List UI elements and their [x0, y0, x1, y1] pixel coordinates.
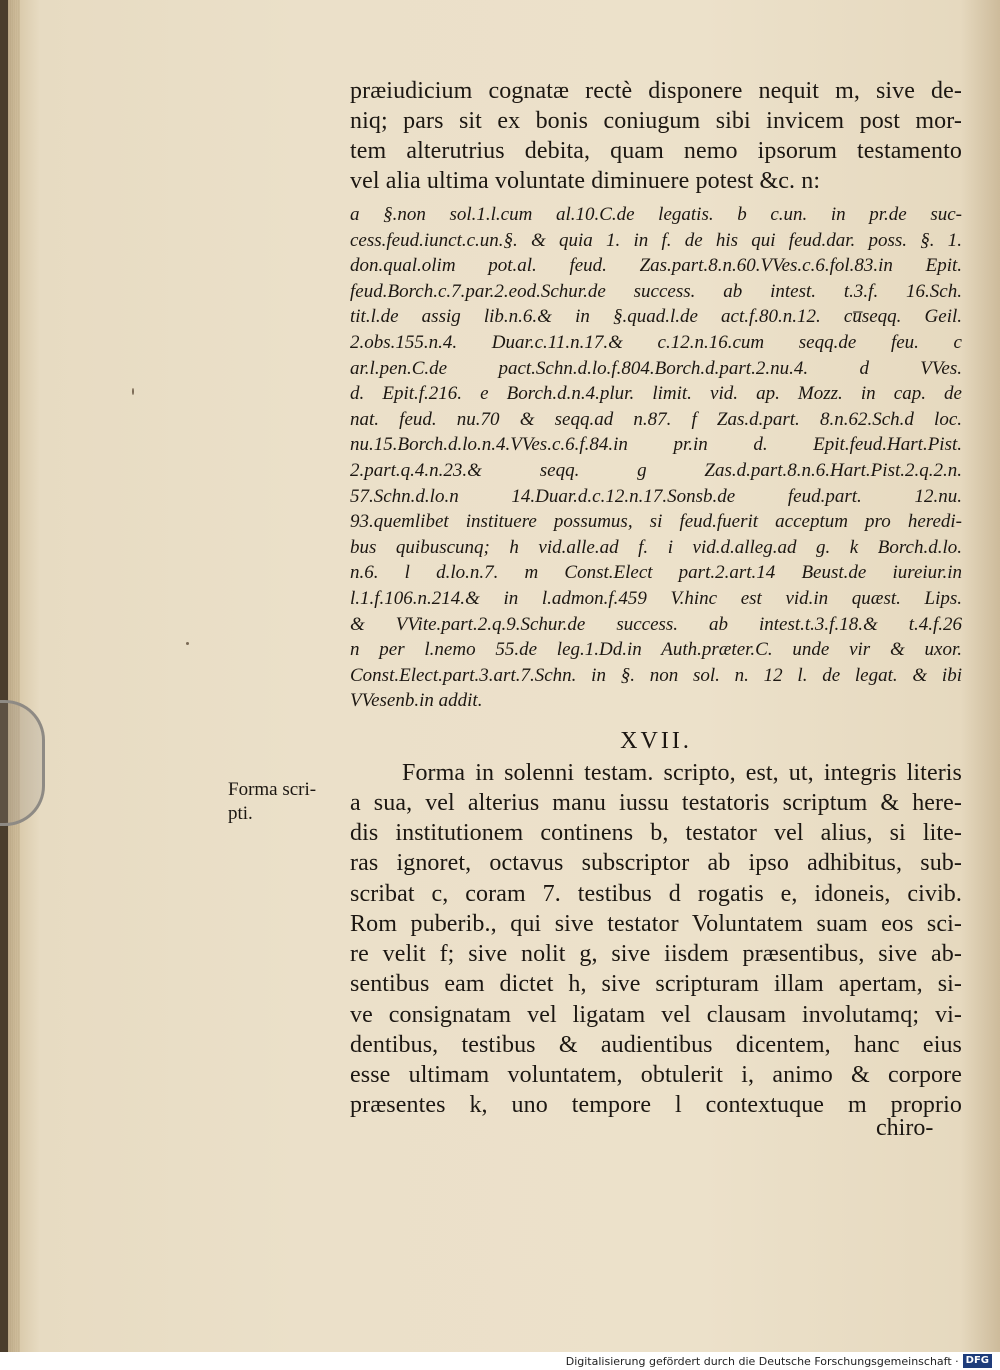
body-line: tem alterutrius debita, quam nemo ipsorum testamento — [350, 138, 962, 164]
marginal-note-line: pti. — [228, 803, 253, 824]
body-line: esse ultimam voluntatem, obtulerit i, animo & corpore — [350, 1061, 962, 1088]
footnote-line: n per l.nemo 55.de leg.1.Dd.in Auth.præter.C. unde vir & uxor. — [350, 639, 962, 661]
body-line: a sua, vel alterius manu iussu testatoris scriptum & here- — [350, 790, 962, 817]
footnote-line: feud.Borch.c.7.par.2.eod.Schur.de success. ab intest. t.3.f. 16.Sch. — [350, 280, 962, 302]
body-line: præiudicium cognatæ rectè disponere nequit m, sive de- — [350, 78, 962, 104]
digitization-footer — [0, 1352, 1000, 1370]
footnote-line: cess.feud.iunct.c.un.§. & quia 1. in f. de his qui feud.dar. poss. §. 1. — [350, 229, 962, 251]
body-line: Rom puberib., qui sive testator Voluntatem suam eos sci- — [350, 910, 962, 937]
body-line: niq; pars sit ex bonis coniugum sibi invicem post mor- — [350, 108, 962, 134]
body-line: re velit f; sive nolit g, sive iisdem præsentibus, sive ab- — [350, 941, 962, 968]
footnote-line: & VVite.part.2.q.9.Schur.de success. ab intest.t.3.f.18.& t.4.f.26 — [350, 613, 962, 635]
body-line: vel alia ultima voluntate diminuere potest &c. n: — [350, 168, 821, 194]
text-block — [350, 76, 962, 1120]
page-stack-edge — [8, 0, 20, 1352]
marginal-note — [228, 778, 338, 826]
body-line: ras ignoret, octavus subscriptor ab ipso adhibitus, sub- — [350, 850, 962, 877]
body-line: scribat c, coram 7. testibus d rogatis e, idoneis, civib. — [350, 880, 962, 907]
body-top — [350, 76, 962, 196]
body-line: ve consignatam vel ligatam vel clausam involutamq; vi- — [350, 1001, 962, 1028]
body-line: præsentes k, uno tempore l contextuque m proprio — [350, 1092, 962, 1119]
footnote-line: Const.Elect.part.3.art.7.Schn. in §. non sol. n. 12 l. de legat. & ibi — [350, 664, 962, 686]
footnote-line: n.6. l d.lo.n.7. m Const.Elect part.2.art.14 Beust.de iureiur.in — [350, 562, 962, 584]
footnote-line: ar.l.pen.C.de pact.Schn.d.lo.f.804.Borch.d.part.2.nu.4. d VVes. — [350, 357, 962, 379]
footnote-line: don.qual.olim pot.al. feud. Zas.part.8.n.60.VVes.c.6.fol.83.in Epit. — [350, 255, 962, 277]
body-line: dis institutionem continens b, testator vel alius, si lite- — [350, 820, 962, 847]
footnote-line: nat. feud. nu.70 & seqq.ad n.87. f Zas.d.part. 8.n.62.Sch.d loc. — [350, 408, 962, 430]
catchword: chiro- — [876, 1115, 934, 1141]
section-heading: XVII. — [620, 727, 692, 754]
footnote-line: tit.l.de assig lib.n.6.& in §.quad.l.de act.f.80.n.12. cu̅seqq. Geil. — [350, 306, 962, 328]
body-main — [350, 758, 962, 1120]
footnote-line: bus quibuscunq; h vid.alle.ad f. i vid.d.alleg.ad g. k Borch.d.lo. — [350, 536, 962, 558]
page-clip — [0, 700, 45, 826]
footnote-line: VVesenb.in addit. — [350, 690, 483, 712]
marginal-note-line: Forma scri- — [228, 779, 317, 800]
body-line: dentibus, testibus & audientibus dicentem, hanc eius — [350, 1031, 962, 1058]
footnote-line: 2.obs.155.n.4. Duar.c.11.n.17.& c.12.n.16.cum seqq.de feu. c — [350, 331, 962, 353]
paper-speck — [132, 388, 134, 395]
footnotes — [350, 202, 962, 714]
body-line: Forma in solenni testam. scripto, est, ut, integris literis — [402, 759, 962, 786]
footnote-line: l.1.f.106.n.214.& in l.admon.f.459 V.hinc est vid.in quæst. Lips. — [350, 587, 962, 609]
footnote-line: nu.15.Borch.d.lo.n.4.VVes.c.6.f.84.in pr.in d. Epit.feud.Hart.Pist. — [350, 434, 962, 456]
footnote-line: 2.part.q.4.n.23.& seqq. g Zas.d.part.8.n.6.Hart.Pist.2.q.2.n. — [350, 459, 962, 481]
body-line: sentibus eam dictet h, sive scripturam illam apertam, si- — [350, 971, 962, 998]
footer-text: Digitalisierung gefördert durch die Deutsche Forschungsgemeinschaft · — [565, 1354, 959, 1368]
footnote-line: d. Epit.f.216. e Borch.d.n.4.plur. limit. vid. ap. Mozz. in cap. de — [350, 383, 962, 405]
footnote-line: 93.quemlibet instituere possumus, si feud.fuerit acceptum pro heredi- — [350, 511, 962, 533]
paper-speck — [186, 642, 189, 645]
book-gutter-shadow — [0, 0, 8, 1352]
footnote-line: a §.non sol.1.l.cum al.10.C.de legatis. b c.un. in pr.de suc- — [350, 204, 962, 225]
footnote-line: 57.Schn.d.lo.n 14.Duar.d.c.12.n.17.Sonsb.de feud.part. 12.nu. — [350, 485, 962, 507]
dfg-logo: DFG — [963, 1354, 992, 1368]
